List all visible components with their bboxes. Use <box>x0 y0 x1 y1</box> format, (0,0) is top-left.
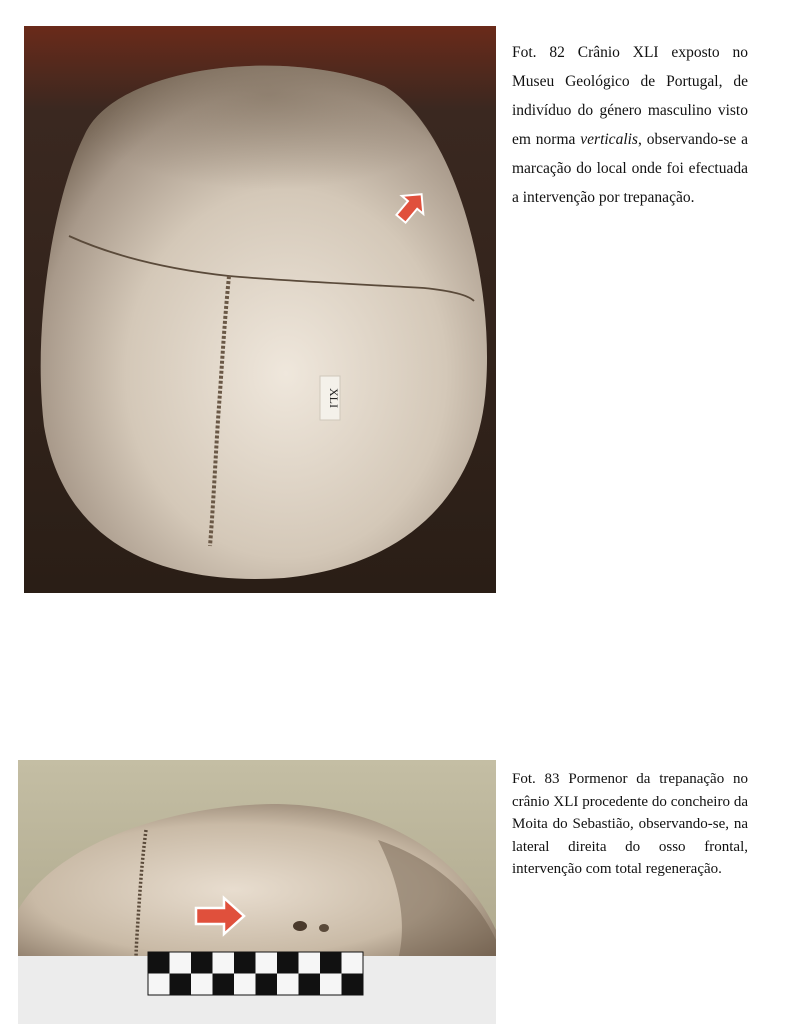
svg-text:XLI: XLI <box>327 388 341 408</box>
scale-cell <box>191 952 213 974</box>
scale-cell <box>170 974 192 996</box>
scale-cell <box>148 974 170 996</box>
figure-82-caption <box>512 38 748 212</box>
specimen-label <box>320 376 341 420</box>
skull-vertical-view-image <box>24 26 496 593</box>
scale-cell <box>320 974 342 996</box>
caption-82-italic-term: verticalis <box>580 131 638 148</box>
scale-cell <box>342 952 364 974</box>
scale-cell <box>299 974 321 996</box>
figure-83-caption: Fot. 83 Pormenor da trepanação no crânio XLI procedente do concheiro da Moita do Sebastião, observando-se, na lateral direita do osso frontal, intervenção com total regeneração. <box>512 771 748 877</box>
scale-cell <box>299 952 321 974</box>
trepanation-mark <box>293 921 307 931</box>
scale-cell <box>148 952 170 974</box>
scale-bar <box>148 952 363 995</box>
scale-cell <box>191 974 213 996</box>
scale-cell <box>256 952 278 974</box>
scale-cell <box>213 974 235 996</box>
scale-cell <box>234 974 256 996</box>
trepanation-detail-image <box>18 760 496 1024</box>
scale-cell <box>213 952 235 974</box>
scale-cell <box>342 974 364 996</box>
scale-cell <box>170 952 192 974</box>
scale-cell <box>234 952 256 974</box>
scale-cell <box>277 952 299 974</box>
caption-82-text: Fot. 82 Crânio XLI exposto no Museu Geológico de Portugal, de indivíduo do género masculino visto em norma <box>512 44 748 148</box>
caption-82-text-end: , observando-se a marcação do local onde foi efectuada a intervenção por trepanação. <box>512 131 748 206</box>
figure-82-photo <box>24 26 496 593</box>
scale-cell <box>277 974 299 996</box>
scale-cell <box>320 952 342 974</box>
figure-83-photo <box>18 760 496 1024</box>
scale-cell <box>256 974 278 996</box>
trepanation-mark-secondary <box>319 924 329 932</box>
